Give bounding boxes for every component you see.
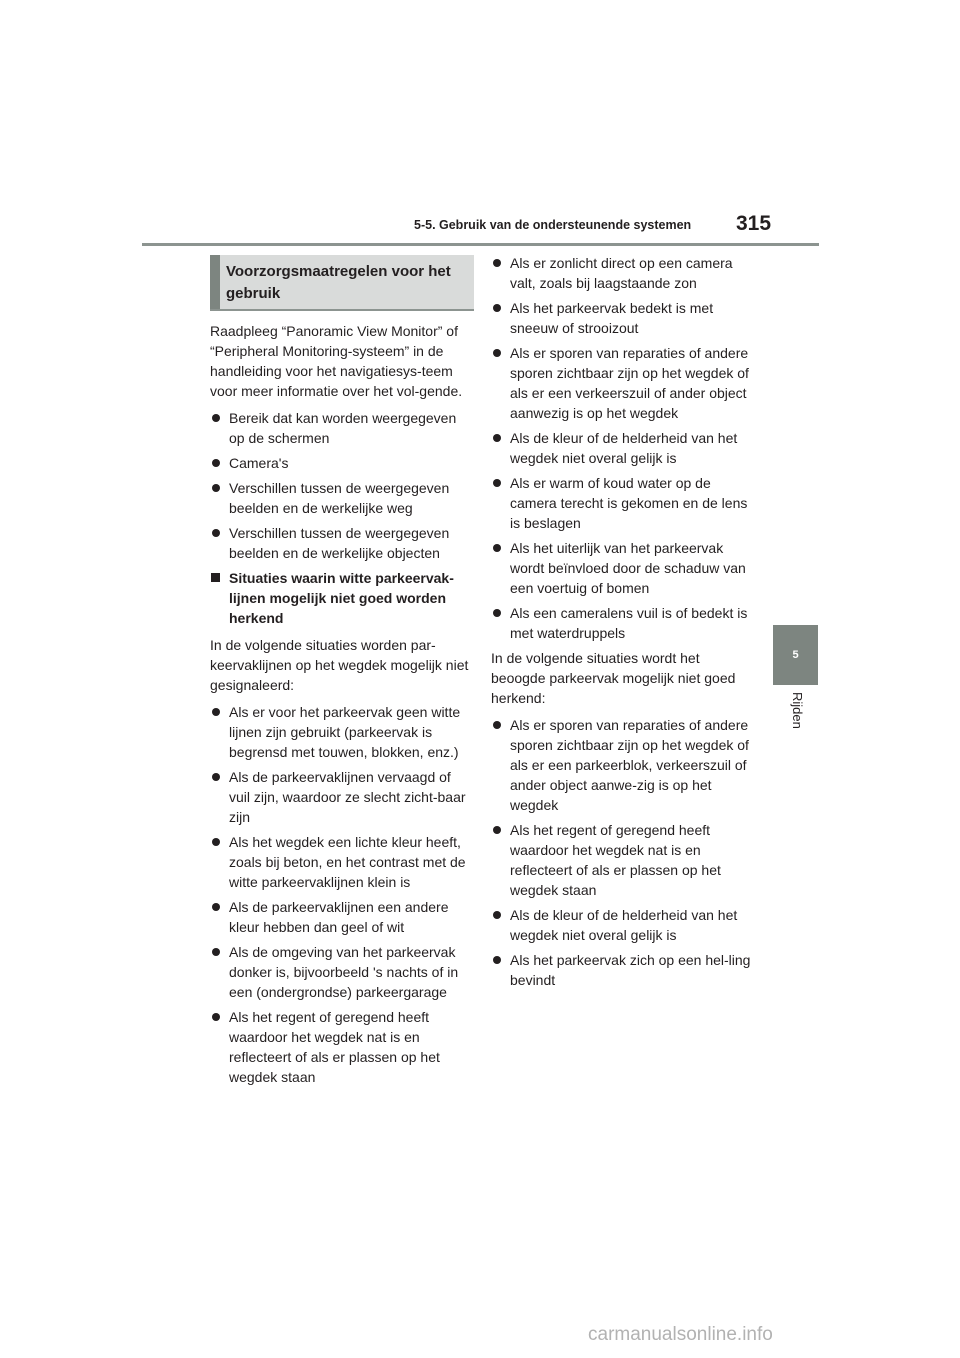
bullet-icon	[212, 773, 220, 781]
page-number: 315	[736, 212, 772, 235]
list-item: Als het parkeervak zich op een hel-ling bevindt	[491, 950, 755, 990]
paragraph: In de volgende situaties wordt het beoogde parkeervak mogelijk niet goed herkend:	[491, 650, 736, 706]
list-item: Als de kleur of de helderheid van het wegdek niet overal gelijk is	[491, 428, 755, 468]
bullet-icon	[212, 484, 220, 492]
list-item: Als er zonlicht direct op een camera valt, zoals bij laagstaande zon	[491, 253, 755, 293]
header-divider	[142, 243, 819, 246]
bullet-icon	[212, 903, 220, 911]
list-item: Als het parkeervak bedekt is met sneeuw of strooizout	[491, 298, 755, 338]
paragraph: In de volgende situaties worden par-keervaklijnen op het wegdek mogelijk niet gesignaleerd:	[210, 637, 469, 693]
bullet-icon	[212, 529, 220, 537]
bullet-icon	[212, 948, 220, 956]
square-bullet-icon	[211, 573, 220, 582]
list-item: Verschillen tussen de weergegeven beelden en de werkelijke weg	[210, 478, 474, 518]
list-item: Verschillen tussen de weergegeven beelden en de werkelijke objecten	[210, 523, 474, 563]
intro-paragraph: Raadpleeg “Panoramic View Monitor” of “Peripheral Monitoring-systeem” in de handleiding voor het navigatiesys-teem voor meer informatie over het vol-gende.	[210, 323, 463, 399]
running-header: 5-5. Gebruik van de ondersteunende systemen	[414, 218, 692, 232]
list-item: Als het wegdek een lichte kleur heeft, zoals bij beton, en het contrast met de witte parkeervaklijnen klein is	[210, 832, 474, 892]
list-item: Als het uiterlijk van het parkeervak wordt beïnvloed door de schaduw van een voertuig of bomen	[491, 538, 755, 598]
list-item: Als een cameralens vuil is of bedekt is met waterdruppels	[491, 603, 755, 643]
chapter-tab[interactable]	[773, 625, 818, 685]
watermark: carmanualsonline.info	[588, 1324, 773, 1345]
list-item: Als de parkeervaklijnen een andere kleur hebben dan geel of wit	[210, 897, 474, 937]
bullet-icon	[493, 956, 501, 964]
list-item: Als er sporen van reparaties of andere sporen zichtbaar zijn op het wegdek of als er een verkeerszuil of ander object aanwezig is op het wegdek	[491, 343, 755, 423]
chapter-label: Rijden	[790, 692, 805, 729]
subheading: Situaties waarin witte parkeervak-lijnen mogelijk niet goed worden herkend	[210, 568, 474, 628]
list-item: Als de parkeervaklijnen vervaagd of vuil zijn, waardoor ze slecht zicht-baar zijn	[210, 767, 474, 827]
bullet-icon	[212, 459, 220, 467]
section-heading-box	[210, 255, 474, 311]
bullet-icon	[493, 304, 501, 312]
bullet-icon	[493, 349, 501, 357]
bullet-icon	[493, 544, 501, 552]
list-item: Als de omgeving van het parkeervak donker is, bijvoorbeeld 's nachts of in een (ondergrondse) parkeergarage	[210, 942, 474, 1002]
bullet-icon	[212, 1013, 220, 1021]
bullet-icon	[493, 259, 501, 267]
bullet-icon	[493, 826, 501, 834]
bullet-icon	[212, 708, 220, 716]
right-column	[491, 253, 755, 995]
bullet-icon	[493, 911, 501, 919]
bullet-icon	[212, 838, 220, 846]
list-item: Als het regent of geregend heeft waardoor het wegdek nat is en reflecteert of als er plassen op het wegdek staan	[210, 1007, 474, 1087]
chapter-number: 5	[792, 649, 799, 661]
section-title: Voorzorgsmaatregelen voor het gebruik	[226, 263, 451, 302]
section-heading-bar	[210, 255, 220, 309]
bullet-icon	[493, 609, 501, 617]
list-item: Camera's	[210, 453, 474, 473]
bullet-icon	[212, 414, 220, 422]
bullet-icon	[493, 479, 501, 487]
list-item: Als er warm of koud water op de camera terecht is gekomen en de lens is beslagen	[491, 473, 755, 533]
bullet-icon	[493, 434, 501, 442]
list-item: Als het regent of geregend heeft waardoor het wegdek nat is en reflecteert of als er plassen op het wegdek staan	[491, 820, 755, 900]
list-item: Als er sporen van reparaties of andere sporen zichtbaar zijn op het wegdek of als er een parkeerblok, verkeerszuil of ander object aanwe-zig is op het wegdek	[491, 715, 755, 815]
list-item: Als de kleur of de helderheid van het wegdek niet overal gelijk is	[491, 905, 755, 945]
list-item: Bereik dat kan worden weergegeven op de schermen	[210, 408, 474, 448]
left-column	[210, 255, 474, 1092]
bullet-icon	[493, 721, 501, 729]
list-item: Als er voor het parkeervak geen witte lijnen zijn gebruikt (parkeervak is begrensd met touwen, blokken, enz.)	[210, 702, 474, 762]
